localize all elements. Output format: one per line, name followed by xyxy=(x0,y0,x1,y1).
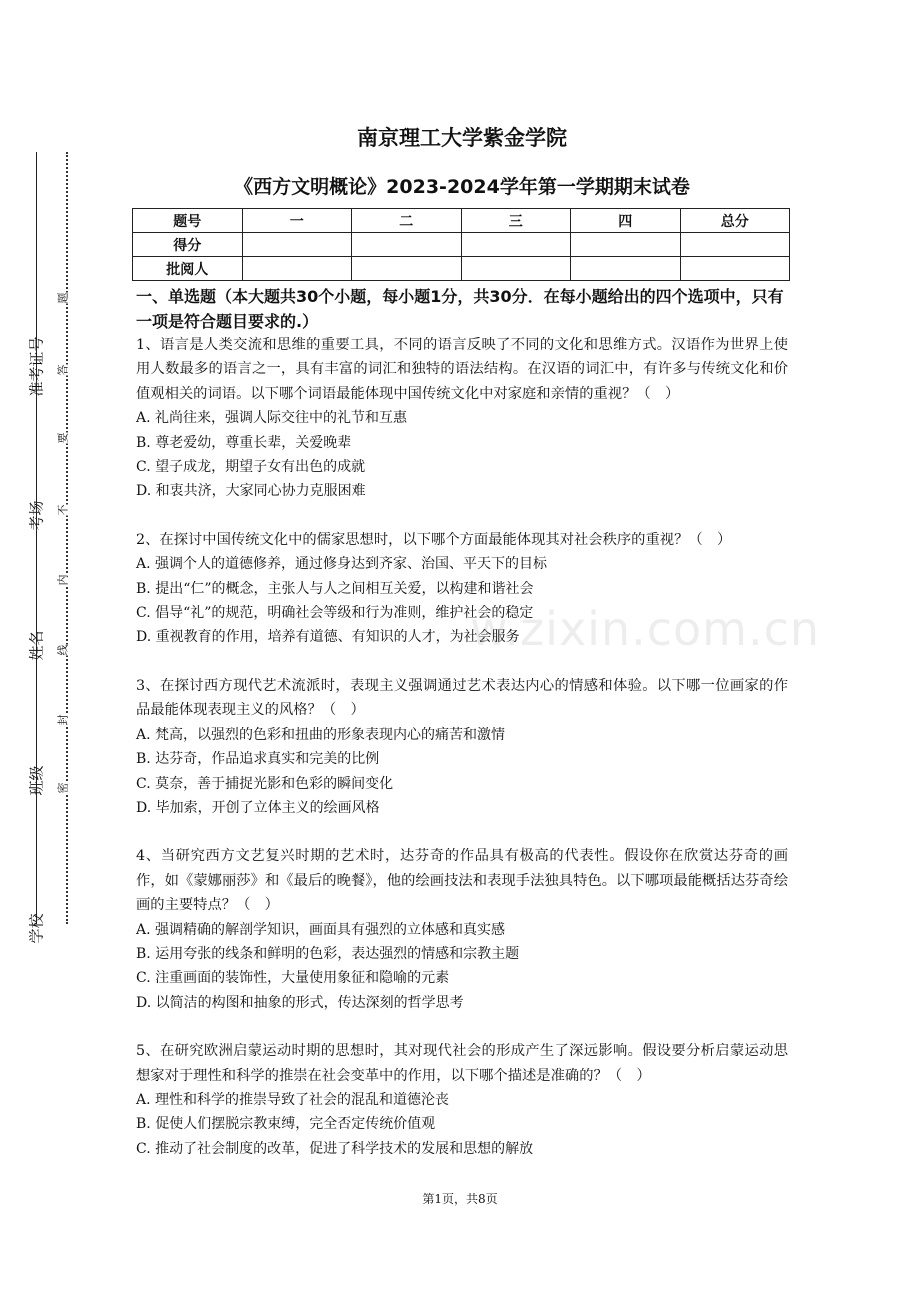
score-cell xyxy=(352,233,462,257)
row-header: 批阅人 xyxy=(133,257,243,281)
column-header: 题号 xyxy=(133,209,243,233)
exam-title: 《西方文明概论》2023-2024学年第一学期期末试卷 xyxy=(234,176,690,198)
binding-margin xyxy=(0,0,110,1302)
score-cell xyxy=(680,233,790,257)
option-b: B. 达芬奇，作品追求真实和完美的比例 xyxy=(136,751,380,768)
column-header: 四 xyxy=(571,209,681,233)
question-stem: 4、当研究西方文艺复兴时期的艺术时，达芬奇的作品具有极高的代表性。假设你在欣赏达芬奇的画作，如《蒙娜丽莎》和《最后的晚餐》，他的绘画技法和表现手法独具特色。以下哪项最能概括达芬奇绘画的主要特点？（ ） xyxy=(136,848,788,914)
option-a: A. 强调精确的解剖学知识，画面具有强烈的立体感和真实感 xyxy=(136,921,506,938)
row-header: 得分 xyxy=(133,233,243,257)
question-stem: 2、在探讨中国传统文化中的儒家思想时，以下哪个方面最能体现其对社会秩序的重视？（ ） xyxy=(136,531,732,548)
seal-char: 题 xyxy=(53,293,73,304)
score-table-header-row xyxy=(133,209,790,233)
question-list xyxy=(136,333,788,1185)
option-d: D. 毕加索，开创了立体主义的绘画风格 xyxy=(136,799,380,816)
seal-char: 要 xyxy=(53,433,73,444)
question-1 xyxy=(136,333,788,504)
grader-cell xyxy=(461,257,571,281)
school-label: 学校 xyxy=(27,913,46,944)
seal-char: 密 xyxy=(53,783,73,794)
score-cell xyxy=(571,233,681,257)
score-table xyxy=(132,208,790,281)
option-a: A. 礼尚往来，强调人际交往中的礼节和互惠 xyxy=(136,410,408,427)
column-header: 二 xyxy=(352,209,462,233)
grader-cell xyxy=(352,257,462,281)
option-d: D. 和衷共济，大家同心协力克服困难 xyxy=(136,483,366,500)
question-5 xyxy=(136,1039,788,1161)
option-b: B. 运用夸张的线条和鲜明的色彩，表达强烈的情感和宗教主题 xyxy=(136,945,520,962)
option-c: C. 望子成龙，期望子女有出色的成就 xyxy=(136,459,366,476)
option-c: C. 注重画面的装饰性，大量使用象征和隐喻的元素 xyxy=(136,970,450,987)
option-a: A. 梵高，以强烈的色彩和扭曲的形象表现内心的痛苦和激情 xyxy=(136,726,506,743)
seal-char: 不 xyxy=(53,505,73,516)
exam-room-label: 考场 xyxy=(27,500,46,531)
grader-row xyxy=(133,257,790,281)
column-header: 总分 xyxy=(680,209,790,233)
column-header: 一 xyxy=(242,209,352,233)
grader-cell xyxy=(680,257,790,281)
option-b: B. 尊老爱幼，尊重长辈，关爱晚辈 xyxy=(136,434,352,451)
score-row xyxy=(133,233,790,257)
option-d: D. 重视教育的作用，培养有道德、有知识的人才，为社会服务 xyxy=(136,629,520,646)
grader-cell xyxy=(571,257,681,281)
option-a: A. 强调个人的道德修养，通过修身达到齐家、治国、平天下的目标 xyxy=(136,556,548,573)
option-a: A. 理性和科学的推崇导致了社会的混乱和道德沦丧 xyxy=(136,1091,450,1108)
option-b: B. 促使人们摆脱宗教束缚，完全否定传统价值观 xyxy=(136,1116,436,1133)
page-footer: 第1页，共8页 xyxy=(422,1192,498,1206)
seal-char: 内 xyxy=(53,575,73,586)
option-c: C. 推动了社会制度的改革，促进了科学技术的发展和思想的解放 xyxy=(136,1140,534,1157)
option-d: D. 以简洁的构图和抽象的形式，传达深刻的哲学思考 xyxy=(136,994,464,1011)
question-2 xyxy=(136,528,788,650)
seal-char: 封 xyxy=(53,715,73,726)
option-b: B. 提出“仁”的概念，主张人与人之间相互关爱，以构建和谐社会 xyxy=(136,580,534,597)
watermark: w.zixin.com.cn xyxy=(470,602,821,656)
name-label: 姓名 xyxy=(27,630,46,661)
option-c: C. 莫奈，善于捕捉光影和色彩的瞬间变化 xyxy=(136,775,394,792)
column-header: 三 xyxy=(461,209,571,233)
section-title: 一、单选题（本大题共30个小题，每小题1分，共30分．在每小题给出的四个选项中，只有一项是符合题目要求的.） xyxy=(136,287,784,331)
seal-char: 线 xyxy=(53,645,73,656)
question-4 xyxy=(136,844,788,1015)
option-c: C. 倡导“礼”的规范，明确社会等级和行为准则，维护社会的稳定 xyxy=(136,605,534,622)
question-stem: 1、语言是人类交流和思维的重要工具，不同的语言反映了不同的文化和思维方式。汉语作为世界上使用人数最多的语言之一，具有丰富的词汇和独特的语法结构。在汉语的词汇中，有许多与传统文化和价值观相关的词语。以下哪个词语最能体现中国传统文化中对家庭和亲情的重视？（ ） xyxy=(136,337,788,402)
question-stem: 5、在研究欧洲启蒙运动时期的思想时，其对现代社会的形成产生了深远影响。假设要分析启蒙运动思想家对于理性和科学的推崇在社会变革中的作用，以下哪个描述是准确的？（ ） xyxy=(136,1043,788,1084)
question-stem: 3、在探讨西方现代艺术流派时，表现主义强调通过艺术表达内心的情感和体验。以下哪一位画家的作品最能体现表现主义的风格？（ ） xyxy=(136,677,788,719)
school-name: 南京理工大学紫金学院 xyxy=(357,126,567,150)
score-cell xyxy=(461,233,571,257)
grader-cell xyxy=(242,257,352,281)
question-3 xyxy=(136,674,788,820)
seal-char: 答 xyxy=(53,365,73,376)
binding-dotted-line xyxy=(66,152,68,924)
class-label: 班级 xyxy=(27,765,46,796)
score-cell xyxy=(242,233,352,257)
exam-id-label: 准考证号 xyxy=(27,336,46,397)
